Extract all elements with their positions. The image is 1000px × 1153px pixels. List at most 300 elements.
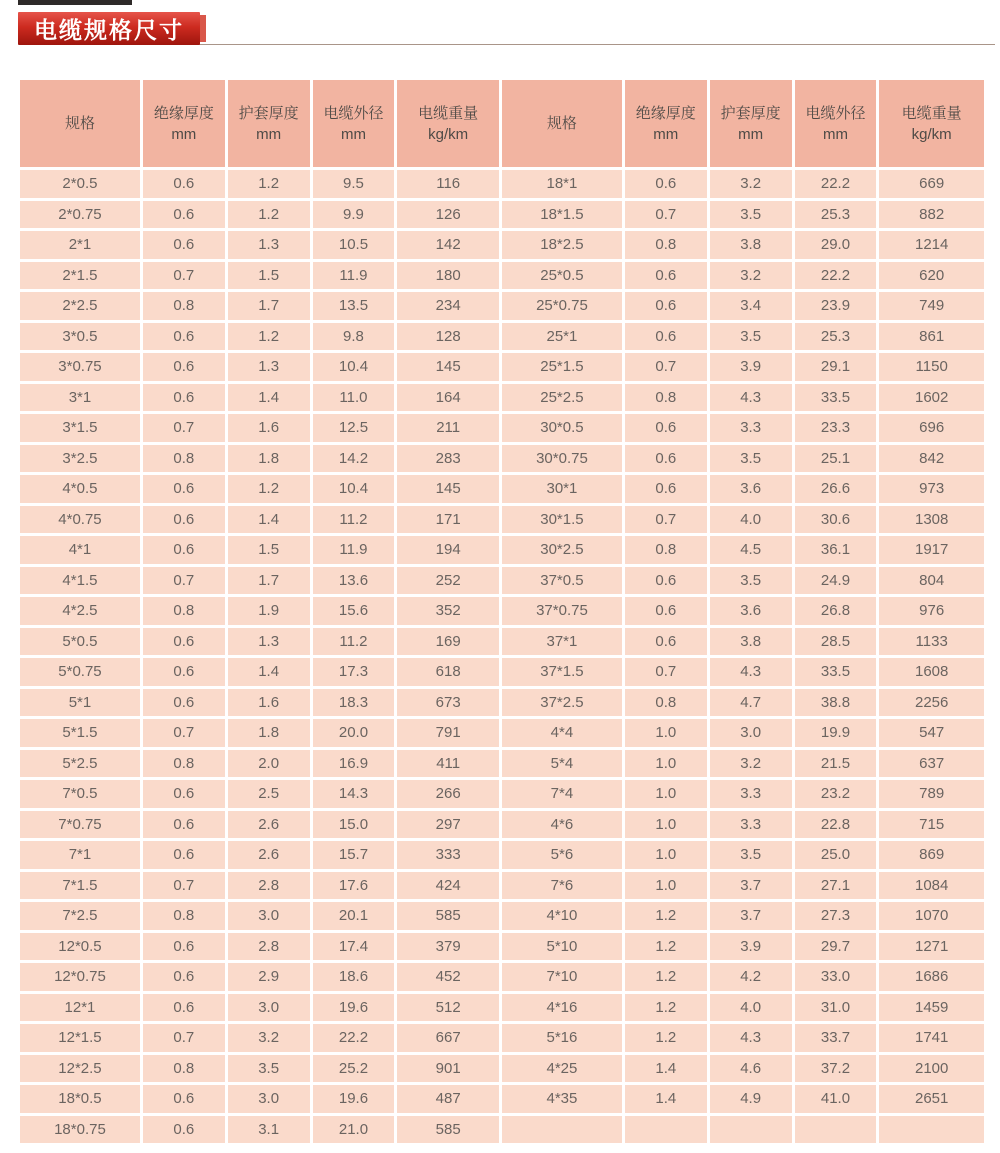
value-cell: 23.2 — [795, 780, 880, 811]
spec-cell: 5*0.75 — [20, 658, 143, 689]
value-cell: 2.0 — [228, 750, 313, 781]
value-cell: 2.8 — [228, 933, 313, 964]
value-cell: 27.1 — [795, 872, 880, 903]
value-cell: 18.3 — [313, 689, 398, 720]
value-cell: 618 — [397, 658, 502, 689]
spec-cell: 4*2.5 — [20, 597, 143, 628]
value-cell: 3.4 — [710, 292, 795, 323]
value-cell: 0.8 — [143, 445, 228, 476]
value-cell: 30.6 — [795, 506, 880, 537]
value-cell: 1.2 — [625, 994, 710, 1025]
spec-cell: 3*2.5 — [20, 445, 143, 476]
value-cell: 869 — [879, 841, 984, 872]
value-cell: 1.8 — [228, 445, 313, 476]
value-cell: 1.2 — [625, 902, 710, 933]
value-cell: 12.5 — [313, 414, 398, 445]
table-row — [20, 902, 984, 933]
table-row — [20, 994, 984, 1025]
table-row — [20, 536, 984, 567]
value-cell: 789 — [879, 780, 984, 811]
value-cell: 3.6 — [710, 475, 795, 506]
value-cell: 1602 — [879, 384, 984, 415]
value-cell — [879, 1116, 984, 1147]
value-cell: 3.2 — [710, 262, 795, 293]
value-cell: 0.6 — [625, 292, 710, 323]
spec-cell: 4*16 — [502, 994, 625, 1025]
value-cell: 4.3 — [710, 384, 795, 415]
table-row — [20, 811, 984, 842]
value-cell: 3.0 — [228, 1085, 313, 1116]
spec-cell: 4*25 — [502, 1055, 625, 1086]
spec-cell: 7*4 — [502, 780, 625, 811]
value-cell: 28.5 — [795, 628, 880, 659]
value-cell: 1.6 — [228, 414, 313, 445]
table-row — [20, 262, 984, 293]
value-cell: 4.2 — [710, 963, 795, 994]
value-cell: 23.9 — [795, 292, 880, 323]
spec-cell: 25*1.5 — [502, 353, 625, 384]
value-cell: 180 — [397, 262, 502, 293]
column-header-right-0: 规格 — [502, 80, 625, 170]
value-cell: 1.3 — [228, 353, 313, 384]
value-cell: 13.5 — [313, 292, 398, 323]
value-cell: 3.5 — [710, 323, 795, 354]
spec-cell: 30*0.75 — [502, 445, 625, 476]
value-cell: 1214 — [879, 231, 984, 262]
spec-cell: 5*1 — [20, 689, 143, 720]
spec-cell: 4*1.5 — [20, 567, 143, 598]
value-cell: 352 — [397, 597, 502, 628]
value-cell: 14.2 — [313, 445, 398, 476]
table-row — [20, 384, 984, 415]
value-cell: 297 — [397, 811, 502, 842]
value-cell: 333 — [397, 841, 502, 872]
value-cell: 3.9 — [710, 353, 795, 384]
value-cell: 0.6 — [143, 536, 228, 567]
spec-cell: 4*0.75 — [20, 506, 143, 537]
value-cell: 1150 — [879, 353, 984, 384]
value-cell: 27.3 — [795, 902, 880, 933]
value-cell: 41.0 — [795, 1085, 880, 1116]
value-cell: 791 — [397, 719, 502, 750]
value-cell: 38.8 — [795, 689, 880, 720]
value-cell: 696 — [879, 414, 984, 445]
value-cell: 4.5 — [710, 536, 795, 567]
value-cell: 0.6 — [625, 170, 710, 201]
value-cell: 283 — [397, 445, 502, 476]
column-header-left-2: 护套厚度 mm — [228, 80, 313, 170]
value-cell: 15.0 — [313, 811, 398, 842]
value-cell: 4.7 — [710, 689, 795, 720]
value-cell: 2.8 — [228, 872, 313, 903]
value-cell: 4.3 — [710, 1024, 795, 1055]
spec-cell: 5*16 — [502, 1024, 625, 1055]
table-row — [20, 780, 984, 811]
value-cell: 0.6 — [143, 780, 228, 811]
value-cell: 3.5 — [710, 445, 795, 476]
value-cell: 26.6 — [795, 475, 880, 506]
value-cell: 0.7 — [625, 201, 710, 232]
value-cell: 0.6 — [143, 628, 228, 659]
value-cell: 424 — [397, 872, 502, 903]
value-cell: 25.3 — [795, 323, 880, 354]
spec-cell: 2*0.75 — [20, 201, 143, 232]
value-cell: 16.9 — [313, 750, 398, 781]
value-cell: 3.0 — [710, 719, 795, 750]
spec-cell: 2*1.5 — [20, 262, 143, 293]
value-cell: 11.0 — [313, 384, 398, 415]
value-cell: 1.2 — [228, 170, 313, 201]
value-cell: 17.4 — [313, 933, 398, 964]
value-cell — [795, 1116, 880, 1147]
value-cell: 667 — [397, 1024, 502, 1055]
value-cell: 0.8 — [625, 689, 710, 720]
spec-cell: 12*2.5 — [20, 1055, 143, 1086]
value-cell: 1308 — [879, 506, 984, 537]
spec-cell: 3*1 — [20, 384, 143, 415]
table-row — [20, 231, 984, 262]
value-cell: 452 — [397, 963, 502, 994]
value-cell: 1.4 — [625, 1055, 710, 1086]
value-cell: 22.2 — [795, 262, 880, 293]
value-cell: 0.6 — [625, 475, 710, 506]
value-cell: 585 — [397, 1116, 502, 1147]
column-header-right-2: 护套厚度 mm — [710, 80, 795, 170]
value-cell: 0.8 — [625, 231, 710, 262]
value-cell: 9.9 — [313, 201, 398, 232]
value-cell: 1.5 — [228, 262, 313, 293]
table-row — [20, 597, 984, 628]
value-cell: 21.0 — [313, 1116, 398, 1147]
value-cell: 10.4 — [313, 353, 398, 384]
value-cell: 547 — [879, 719, 984, 750]
table-row — [20, 414, 984, 445]
table-row — [20, 689, 984, 720]
spec-cell: 12*1 — [20, 994, 143, 1025]
value-cell: 1.2 — [625, 1024, 710, 1055]
spec-cell: 5*6 — [502, 841, 625, 872]
value-cell: 14.3 — [313, 780, 398, 811]
spec-cell: 37*1.5 — [502, 658, 625, 689]
value-cell: 33.0 — [795, 963, 880, 994]
spec-cell: 18*0.5 — [20, 1085, 143, 1116]
value-cell: 164 — [397, 384, 502, 415]
value-cell: 3.8 — [710, 231, 795, 262]
spec-cell: 3*0.75 — [20, 353, 143, 384]
table-row — [20, 567, 984, 598]
column-header-right-1: 绝缘厚度 mm — [625, 80, 710, 170]
value-cell: 1.6 — [228, 689, 313, 720]
value-cell: 36.1 — [795, 536, 880, 567]
value-cell: 23.3 — [795, 414, 880, 445]
table-row — [20, 1024, 984, 1055]
value-cell: 882 — [879, 201, 984, 232]
value-cell: 861 — [879, 323, 984, 354]
value-cell — [710, 1116, 795, 1147]
spec-cell: 37*0.75 — [502, 597, 625, 628]
spec-cell: 18*2.5 — [502, 231, 625, 262]
value-cell: 0.6 — [143, 231, 228, 262]
value-cell: 2100 — [879, 1055, 984, 1086]
column-header-right-3: 电缆外径 mm — [795, 80, 880, 170]
value-cell: 1.4 — [228, 384, 313, 415]
value-cell: 4.0 — [710, 994, 795, 1025]
value-cell: 1.0 — [625, 872, 710, 903]
value-cell: 37.2 — [795, 1055, 880, 1086]
value-cell: 2256 — [879, 689, 984, 720]
value-cell: 25.2 — [313, 1055, 398, 1086]
value-cell: 3.9 — [710, 933, 795, 964]
value-cell: 3.5 — [228, 1055, 313, 1086]
value-cell: 3.5 — [710, 841, 795, 872]
table-row — [20, 292, 984, 323]
value-cell: 1.3 — [228, 628, 313, 659]
value-cell: 0.6 — [143, 170, 228, 201]
spec-cell: 37*0.5 — [502, 567, 625, 598]
value-cell: 0.6 — [625, 628, 710, 659]
value-cell: 0.7 — [143, 262, 228, 293]
value-cell: 29.0 — [795, 231, 880, 262]
value-cell: 19.9 — [795, 719, 880, 750]
spec-cell: 12*0.5 — [20, 933, 143, 964]
value-cell: 620 — [879, 262, 984, 293]
value-cell: 0.6 — [625, 414, 710, 445]
value-cell: 2.9 — [228, 963, 313, 994]
value-cell: 19.6 — [313, 994, 398, 1025]
value-cell: 976 — [879, 597, 984, 628]
spec-cell: 25*2.5 — [502, 384, 625, 415]
value-cell: 411 — [397, 750, 502, 781]
spec-cell: 4*10 — [502, 902, 625, 933]
value-cell: 1133 — [879, 628, 984, 659]
value-cell: 4.0 — [710, 506, 795, 537]
spec-cell: 7*1.5 — [20, 872, 143, 903]
value-cell: 18.6 — [313, 963, 398, 994]
value-cell: 4.9 — [710, 1085, 795, 1116]
value-cell: 142 — [397, 231, 502, 262]
value-cell: 0.8 — [143, 597, 228, 628]
spec-cell: 25*1 — [502, 323, 625, 354]
spec-cell: 5*4 — [502, 750, 625, 781]
spec-cell: 30*0.5 — [502, 414, 625, 445]
spec-cell: 37*1 — [502, 628, 625, 659]
table-row — [20, 445, 984, 476]
spec-cell: 2*1 — [20, 231, 143, 262]
value-cell: 3.3 — [710, 414, 795, 445]
value-cell: 0.6 — [625, 262, 710, 293]
column-header-left-0: 规格 — [20, 80, 143, 170]
value-cell: 0.7 — [143, 1024, 228, 1055]
value-cell: 1084 — [879, 872, 984, 903]
spec-cell: 18*0.75 — [20, 1116, 143, 1147]
value-cell: 1.2 — [625, 933, 710, 964]
table-row — [20, 201, 984, 232]
value-cell: 1.4 — [228, 658, 313, 689]
value-cell: 1.0 — [625, 811, 710, 842]
spec-cell: 5*1.5 — [20, 719, 143, 750]
value-cell: 2651 — [879, 1085, 984, 1116]
spec-cell: 7*0.5 — [20, 780, 143, 811]
table-row — [20, 719, 984, 750]
table-row — [20, 658, 984, 689]
value-cell: 11.9 — [313, 262, 398, 293]
value-cell: 4.3 — [710, 658, 795, 689]
value-cell: 0.6 — [143, 1116, 228, 1147]
spec-cell: 3*1.5 — [20, 414, 143, 445]
value-cell: 0.6 — [625, 445, 710, 476]
value-cell: 22.8 — [795, 811, 880, 842]
value-cell: 3.3 — [710, 780, 795, 811]
value-cell: 24.9 — [795, 567, 880, 598]
value-cell: 1070 — [879, 902, 984, 933]
value-cell: 11.2 — [313, 506, 398, 537]
spec-cell: 4*35 — [502, 1085, 625, 1116]
value-cell: 1.2 — [228, 475, 313, 506]
spec-cell: 7*6 — [502, 872, 625, 903]
value-cell: 234 — [397, 292, 502, 323]
page-title: 电缆规格尺寸 — [34, 17, 184, 43]
value-cell: 1.9 — [228, 597, 313, 628]
title-top-accent-bar — [18, 0, 132, 5]
value-cell: 0.6 — [143, 384, 228, 415]
value-cell: 9.8 — [313, 323, 398, 354]
value-cell: 1271 — [879, 933, 984, 964]
value-cell: 3.0 — [228, 902, 313, 933]
value-cell: 169 — [397, 628, 502, 659]
value-cell: 33.5 — [795, 384, 880, 415]
spec-cell: 30*2.5 — [502, 536, 625, 567]
value-cell: 1.0 — [625, 750, 710, 781]
value-cell: 145 — [397, 353, 502, 384]
value-cell: 252 — [397, 567, 502, 598]
table-row — [20, 475, 984, 506]
value-cell: 0.8 — [143, 1055, 228, 1086]
value-cell: 145 — [397, 475, 502, 506]
value-cell: 17.3 — [313, 658, 398, 689]
section-title-badge — [18, 12, 200, 45]
value-cell: 1.7 — [228, 567, 313, 598]
value-cell: 0.6 — [143, 933, 228, 964]
value-cell: 266 — [397, 780, 502, 811]
value-cell: 3.1 — [228, 1116, 313, 1147]
table-row — [20, 170, 984, 201]
table-body — [20, 170, 984, 1146]
value-cell — [625, 1116, 710, 1147]
table-row — [20, 750, 984, 781]
value-cell: 1.8 — [228, 719, 313, 750]
table-row — [20, 1116, 984, 1147]
value-cell: 33.7 — [795, 1024, 880, 1055]
value-cell: 0.6 — [143, 201, 228, 232]
value-cell: 2.6 — [228, 811, 313, 842]
value-cell: 11.9 — [313, 536, 398, 567]
value-cell: 673 — [397, 689, 502, 720]
value-cell: 1.0 — [625, 780, 710, 811]
table-row — [20, 1085, 984, 1116]
cable-spec-table — [20, 80, 984, 1146]
column-header-left-3: 电缆外径 mm — [313, 80, 398, 170]
value-cell: 0.8 — [143, 750, 228, 781]
value-cell: 25.1 — [795, 445, 880, 476]
spec-cell: 25*0.5 — [502, 262, 625, 293]
spec-cell: 4*4 — [502, 719, 625, 750]
value-cell: 1.2 — [228, 323, 313, 354]
spec-cell: 7*1 — [20, 841, 143, 872]
value-cell: 10.4 — [313, 475, 398, 506]
value-cell: 0.6 — [143, 994, 228, 1025]
value-cell: 128 — [397, 323, 502, 354]
value-cell: 1917 — [879, 536, 984, 567]
value-cell: 379 — [397, 933, 502, 964]
spec-cell: 5*2.5 — [20, 750, 143, 781]
value-cell: 0.7 — [625, 658, 710, 689]
value-cell: 3.3 — [710, 811, 795, 842]
spec-cell: 37*2.5 — [502, 689, 625, 720]
value-cell: 0.7 — [143, 719, 228, 750]
spec-cell: 7*10 — [502, 963, 625, 994]
value-cell: 17.6 — [313, 872, 398, 903]
spec-cell: 12*0.75 — [20, 963, 143, 994]
value-cell: 1.0 — [625, 719, 710, 750]
value-cell: 0.6 — [143, 963, 228, 994]
spec-cell: 4*6 — [502, 811, 625, 842]
value-cell: 0.7 — [143, 872, 228, 903]
value-cell: 15.6 — [313, 597, 398, 628]
value-cell: 0.6 — [143, 689, 228, 720]
value-cell: 3.2 — [228, 1024, 313, 1055]
spec-cell: 25*0.75 — [502, 292, 625, 323]
value-cell: 0.6 — [143, 506, 228, 537]
value-cell: 3.7 — [710, 872, 795, 903]
value-cell: 1.7 — [228, 292, 313, 323]
table-row — [20, 506, 984, 537]
value-cell: 22.2 — [795, 170, 880, 201]
value-cell: 126 — [397, 201, 502, 232]
value-cell: 0.7 — [625, 353, 710, 384]
table-header-row — [20, 80, 984, 170]
value-cell: 33.5 — [795, 658, 880, 689]
value-cell: 3.8 — [710, 628, 795, 659]
table-row — [20, 628, 984, 659]
value-cell: 1.5 — [228, 536, 313, 567]
value-cell: 804 — [879, 567, 984, 598]
value-cell: 3.2 — [710, 750, 795, 781]
value-cell: 0.8 — [143, 292, 228, 323]
value-cell: 0.7 — [143, 414, 228, 445]
spec-cell: 2*2.5 — [20, 292, 143, 323]
value-cell: 25.3 — [795, 201, 880, 232]
value-cell: 22.2 — [313, 1024, 398, 1055]
spec-cell: 4*0.5 — [20, 475, 143, 506]
value-cell: 3.2 — [710, 170, 795, 201]
spec-cell: 30*1.5 — [502, 506, 625, 537]
value-cell: 20.0 — [313, 719, 398, 750]
table-row — [20, 841, 984, 872]
value-cell: 1.2 — [625, 963, 710, 994]
value-cell: 0.6 — [625, 323, 710, 354]
value-cell: 2.6 — [228, 841, 313, 872]
value-cell: 0.6 — [143, 811, 228, 842]
value-cell: 1459 — [879, 994, 984, 1025]
value-cell: 842 — [879, 445, 984, 476]
spec-cell: 2*0.5 — [20, 170, 143, 201]
spec-cell: 18*1 — [502, 170, 625, 201]
value-cell: 25.0 — [795, 841, 880, 872]
value-cell: 637 — [879, 750, 984, 781]
spec-cell: 7*0.75 — [20, 811, 143, 842]
value-cell: 2.5 — [228, 780, 313, 811]
table-row — [20, 963, 984, 994]
